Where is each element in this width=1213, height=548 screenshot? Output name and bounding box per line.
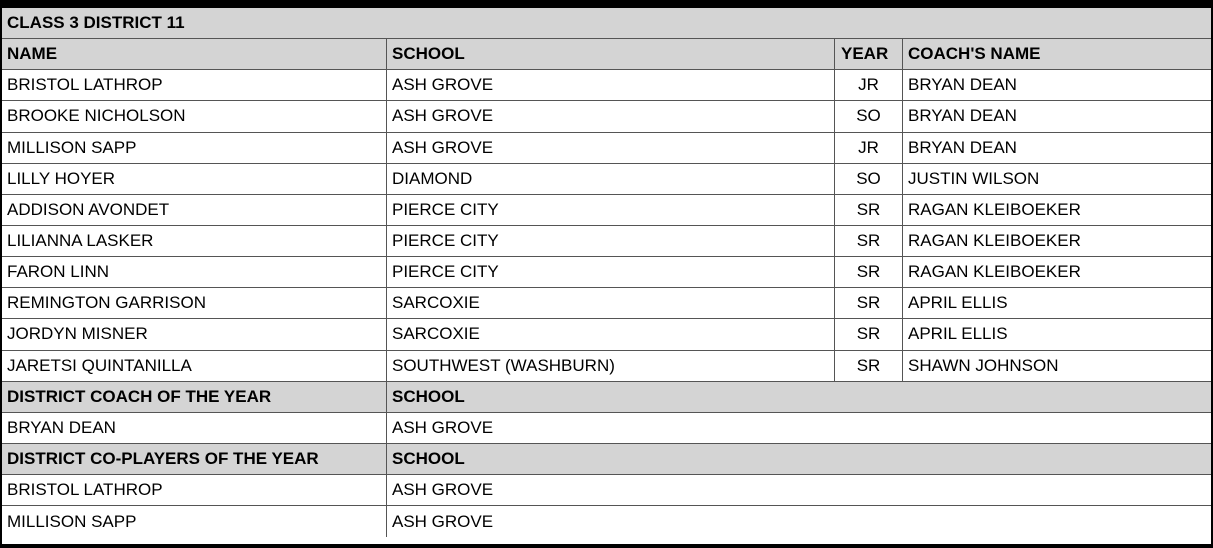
player-coach: BRYAN DEAN [908, 75, 1017, 95]
player-year: JR [835, 70, 903, 100]
player-name: LILIANNA LASKER [2, 226, 387, 256]
players-of-year-header: DISTRICT CO-PLAYERS OF THE YEAR [2, 444, 387, 474]
player-name: FARON LINN [2, 257, 387, 287]
player-school: PIERCE CITY [387, 195, 835, 225]
player-name: LILLY HOYER [2, 164, 387, 194]
table-row [2, 101, 1211, 132]
player-of-year-school: ASH GROVE [392, 511, 494, 531]
player-name: REMINGTON GARRISON [2, 288, 387, 318]
table-row [2, 319, 1211, 350]
player-school: PIERCE CITY [387, 257, 835, 287]
player-school: DIAMOND [387, 164, 835, 194]
coach-of-year-header-row [2, 382, 1211, 413]
table-row [2, 257, 1211, 288]
table-row [2, 288, 1211, 319]
column-header-school: SCHOOL [387, 39, 835, 69]
players-of-year-school-header: SCHOOL [387, 444, 1211, 474]
table-row [2, 226, 1211, 257]
player-name: BRISTOL LATHROP [2, 70, 387, 100]
player-name: JARETSI QUINTANILLA [2, 351, 387, 381]
player-year: SO [835, 101, 903, 131]
player-name: ADDISON AVONDET [2, 195, 387, 225]
player-year: SR [835, 351, 903, 381]
table-row [2, 133, 1211, 164]
table-title: CLASS 3 DISTRICT 11 [2, 8, 1211, 38]
player-school: ASH GROVE [387, 101, 835, 131]
player-coach: APRIL ELLIS [908, 324, 1008, 344]
player-year: SR [835, 195, 903, 225]
players-of-year-header-row [2, 444, 1211, 475]
coach-of-year-school-header: SCHOOL [387, 382, 1211, 412]
table-row [2, 195, 1211, 226]
player-school: SARCOXIE [387, 288, 835, 318]
table-row [2, 506, 1211, 537]
player-name: MILLISON SAPP [2, 133, 387, 163]
player-of-year-name: BRISTOL LATHROP [2, 475, 387, 505]
player-school: PIERCE CITY [387, 226, 835, 256]
player-year: SR [835, 257, 903, 287]
column-header-row [2, 39, 1211, 70]
player-year: SR [835, 226, 903, 256]
coach-of-year-name: BRYAN DEAN [2, 413, 387, 443]
table-row [2, 164, 1211, 195]
table-row [2, 413, 1211, 444]
player-school: ASH GROVE [387, 133, 835, 163]
player-school: SARCOXIE [387, 319, 835, 349]
player-year: SO [835, 164, 903, 194]
player-name: BROOKE NICHOLSON [2, 101, 387, 131]
column-header-coach: COACH'S NAME [903, 39, 1211, 69]
player-coach: RAGAN KLEIBOEKER [908, 262, 1081, 282]
coach-of-year-school: ASH GROVE [392, 417, 494, 437]
table-row [2, 70, 1211, 101]
player-year: SR [835, 288, 903, 318]
player-year: SR [835, 319, 903, 349]
column-header-year: YEAR [835, 39, 903, 69]
player-school: SOUTHWEST (WASHBURN) [387, 351, 835, 381]
player-coach: BRYAN DEAN [908, 106, 1017, 126]
player-coach: JUSTIN WILSON [908, 168, 1040, 188]
player-coach: RAGAN KLEIBOEKER [908, 199, 1081, 219]
player-of-year-name: MILLISON SAPP [2, 506, 387, 537]
table-row [2, 475, 1211, 506]
player-school: ASH GROVE [387, 70, 835, 100]
player-coach: SHAWN JOHNSON [908, 355, 1059, 375]
table-row [2, 351, 1211, 382]
coach-of-year-header: DISTRICT COACH OF THE YEAR [2, 382, 387, 412]
column-header-name: NAME [2, 39, 387, 69]
table-title-row [2, 8, 1211, 39]
player-of-year-school: ASH GROVE [392, 480, 494, 500]
player-coach: RAGAN KLEIBOEKER [908, 231, 1081, 251]
player-coach: BRYAN DEAN [908, 137, 1017, 157]
player-year: JR [835, 133, 903, 163]
player-coach: APRIL ELLIS [908, 293, 1008, 313]
player-name: JORDYN MISNER [2, 319, 387, 349]
